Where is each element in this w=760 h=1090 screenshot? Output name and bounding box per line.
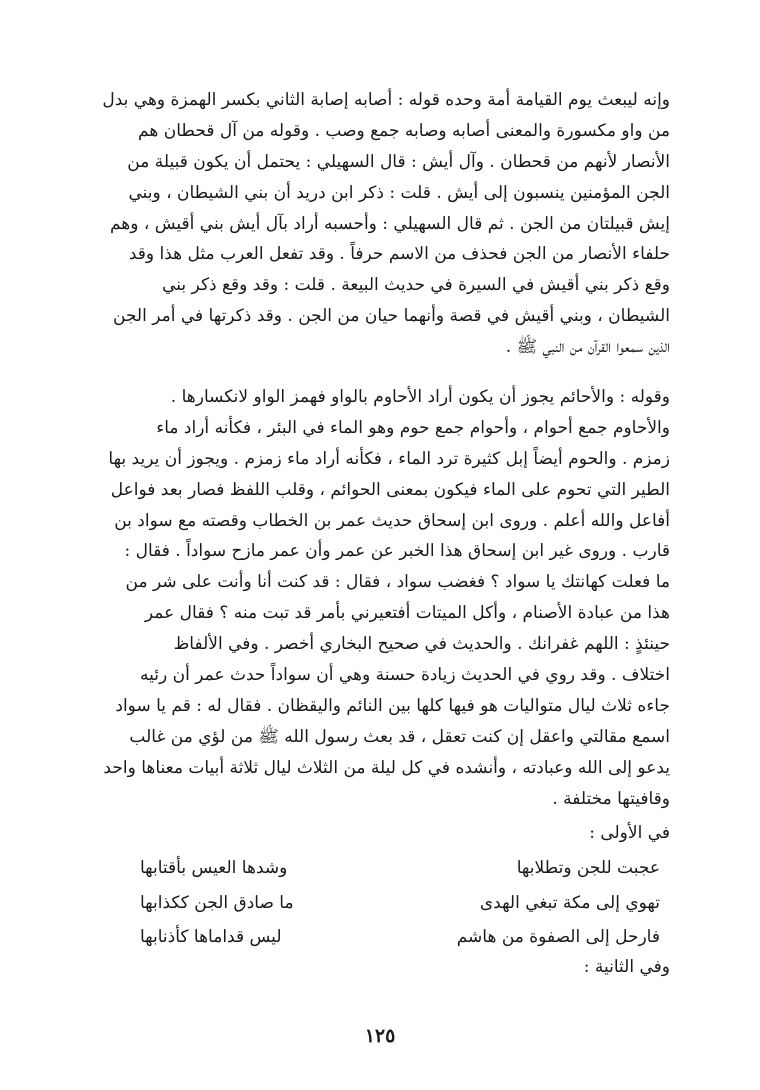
text-line: إيش قبيلتان من الجن . ثم قال السهيلي : وأحسبه أراد بآل أيش بني أقيش ، وهم [109, 213, 670, 234]
verse-second-hemistich: ما صادق الجن ككذابها [140, 893, 294, 913]
text-line: اختلاف . وقد روي في الحديث زيادة حسنة وهي أن سواداً حدث عمر أن رئيه [140, 665, 670, 686]
verse-first-hemistich: عجبت للجن وتطلابها [516, 858, 660, 878]
paragraph-commentary-ansar [90, 85, 670, 363]
text-line: يدعو إلى الله وعبادته ، وأنشده في كل ليلة من الثلاث ليال ثلاثة أبيات معناها واحد [103, 757, 670, 778]
poem-first-heading: في الأولى : [589, 823, 670, 843]
text-line: وقافيتها مختلفة . [552, 788, 670, 809]
paragraph-commentary-sawad [90, 382, 670, 814]
verse-second-hemistich: ليس قداماها كأذنابها [140, 927, 282, 947]
text-line: وإنه ليبعث يوم القيامة أمة وحده قوله : أصابه إصابة الثاني بكسر الهمزة وهي بدل [102, 90, 670, 110]
text-line: هذا من عبادة الأصنام ، وأكل الميتات أفتعيرني بأمر قد تبت منه ؟ فقال عمر [144, 603, 670, 624]
text-line: جاءه ثلاث ليال متواليات هو فيها كلها بين النائم واليقظان . فقال له : قم يا سواد [115, 695, 670, 716]
text-line: والأحاوم جمع أحوام ، وأحوام جمع حوم وهو الماء في البئر ، فكأنه أراد ماء [156, 417, 670, 438]
poem-second-heading: وفي الثانية : [583, 957, 670, 977]
text-line: اسمع مقالتي واعقل إن كنت تعقل ، قد بعث رسول الله ﷺ من لؤي من غالب [129, 726, 670, 747]
poem-verse [120, 858, 660, 888]
text-line: الذين سمعوا القرآن من النبي ﷺ . [505, 337, 670, 358]
text-line: زمزم . والحوم أيضاً إبل كثيرة ترد الماء ، فكأنه أراد ماء زمزم . ويجوز أن يريد بها [108, 448, 670, 469]
text-line: الأنصار لأنهم من قحطان . وآل أيش : قال السهيلي : يحتمل أن يكون قبيلة من [127, 151, 670, 172]
text-line: قارب . وروى غير ابن إسحاق هذا الخبر عن عمر وأن عمر مازح سواداً . فقال : [124, 541, 670, 562]
text-line: حينئذٍ : اللهم غفرانك . والحديث في صحيح البخاري أخصر . وفي الألفاظ [173, 634, 670, 655]
verse-first-hemistich: فارحل إلى الصفوة من هاشم [456, 927, 660, 947]
text-line: وقع ذكر بني أقيش في السيرة في حديث البيعة . قلت : وقد وقع ذكر بني [162, 275, 670, 296]
text-line: أفاعل والله أعلم . وروى ابن إسحاق حديث عمر بن الخطاب وقصته مع سواد بن [114, 510, 670, 531]
page-number: ١٢٥ [364, 1025, 396, 1047]
text-line: الطير التي تحوم على الماء فيكون بمعنى الحوائم ، وقلب اللفظ فصار بعد فواعل [110, 479, 670, 500]
poem-verse [120, 893, 660, 923]
poem-verse [120, 927, 660, 957]
text-line: الجن المؤمنين ينسبون إلى أيش . قلت : ذكر ابن دريد أن بني الشيطان ، وبني [128, 182, 670, 203]
text-line: الشيطان ، وبني أقيش في قصة وأنهما حيان من الجن . وقد ذكرتها في أمر الجن [113, 306, 670, 327]
verse-first-hemistich: تهوي إلى مكة تبغي الهدى [479, 893, 660, 913]
text-line: ما فعلت كهانتك يا سواد ؟ فغضب سواد ، فقال : قد كنت أنا وأنت على شر من [125, 572, 670, 593]
text-line: وقوله : والأحائم يجوز أن يكون أراد الأحاوم بالواو فهمز الواو لانكسارها . [170, 387, 670, 407]
text-line: حلفاء الأنصار من الجن فحذف من الاسم حرفاً . وقد تفعل العرب مثل هذا وقد [128, 244, 670, 265]
verse-second-hemistich: وشدها العيس بأقتابها [140, 858, 288, 878]
text-line: من واو مكسورة والمعنى أصابه وصابه جمع وصب . وقوله من آل قحطان هم [138, 120, 670, 141]
